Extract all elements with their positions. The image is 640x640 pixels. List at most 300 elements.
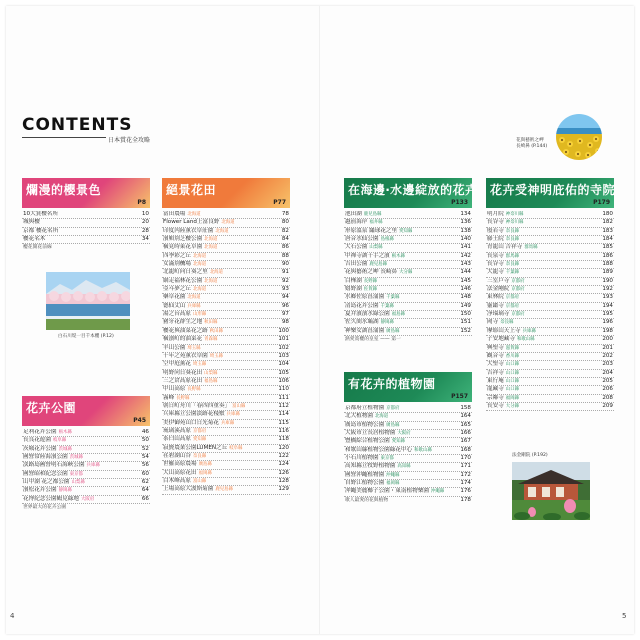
entry-page: 46 [141,429,149,435]
entry-name [163,436,206,443]
entry-name-text: 茨城花卉公園 [23,445,57,452]
toc-entry[interactable] [22,471,150,479]
toc-entry[interactable] [486,278,614,286]
toc-entry[interactable] [344,236,472,244]
toc-entry[interactable] [344,261,472,269]
entry-name-text: 長谷寺 [487,261,504,268]
entry-name-text: 茶臼山高原 [163,436,191,443]
section-title: 絕景花田 [166,183,217,197]
entry-name [345,303,394,310]
entry-page: 209 [602,402,613,409]
entry-name [163,303,201,310]
toc-entry[interactable] [162,286,290,294]
section-title: 有花卉的植物園 [348,377,436,391]
entry-name-text: 千年之苑薰衣草園 [163,352,208,359]
entry-page: 142 [460,252,471,259]
entry-name [163,294,201,301]
entry-name-text: 世羅高原農場 [163,461,197,468]
entry-name-text: 青龍山 吉祥寺 [487,244,523,251]
entry-region: 香川縣 [505,353,519,359]
toc-entry[interactable] [344,447,472,455]
entry-region: 富山縣 [192,479,207,484]
entry-name [345,447,432,454]
entry-name-text: 荏碧湖山谷 [163,452,191,459]
entry-name [23,429,72,436]
entry-region: 京都府 [505,303,519,309]
entry-page: 106 [278,377,289,384]
entry-page: 182 [602,219,613,226]
toc-entry[interactable] [486,211,614,219]
toc-entry[interactable] [22,437,150,445]
toc-entry[interactable] [162,311,290,319]
toc-entry[interactable] [344,244,472,252]
entry-name-text: 城與櫻 [23,219,40,226]
entry-name-text: 國營常陸海濱公園 [23,454,68,461]
entry-name-text: 京都府立植物園 [345,405,385,411]
entry-region: 奈良縣 [192,453,207,459]
section-note[interactable] [22,244,150,251]
entry-page: 101 [278,336,289,343]
entry-name [163,378,217,385]
toc-entry[interactable] [22,228,150,236]
entry-region: 栃木縣 [58,430,72,435]
entry-name [487,378,519,385]
entry-region: 千葉縣 [505,270,519,276]
entry-page: 115 [278,419,289,426]
toc-entry[interactable] [486,319,614,327]
entry-region: 山梨縣 [71,480,85,486]
toc-entry[interactable] [162,228,290,236]
toc-entry[interactable] [162,236,290,244]
toc-entry[interactable] [486,294,614,302]
section-botanic [344,372,472,504]
toc-entry[interactable] [162,294,290,302]
toc-entry[interactable] [486,253,614,261]
toc-entry[interactable] [344,228,472,236]
entry-name [345,253,405,260]
entry-page: 118 [278,436,289,443]
section-coast [344,178,478,344]
entry-name [487,353,519,360]
toc-entry[interactable] [22,496,150,504]
toc-entry[interactable] [162,386,290,394]
entry-name-text: 三之倉高原花田 [163,377,203,384]
entry-name-text: 龍藏寺 [487,386,504,393]
entry-name [345,269,412,276]
toc-entry[interactable] [486,286,614,294]
entry-region: 北海道 [204,237,218,243]
entry-name [345,244,383,251]
entry-page: 194 [602,302,613,309]
entry-page: 148 [460,294,471,301]
toc-entry[interactable] [344,405,472,413]
toc-entry[interactable] [344,219,472,227]
toc-entry[interactable] [22,454,150,462]
entry-page: 203 [602,361,613,368]
toc-entry[interactable] [162,403,290,411]
entry-page: 88 [281,252,289,259]
entry-name [487,328,536,335]
entry-region: 岐阜縣 [52,438,67,444]
entry-name-text: 自野江植物公園 [345,480,385,487]
entry-name [487,253,519,260]
entry-name [345,286,377,293]
toc-entry[interactable] [162,345,290,353]
entry-list [344,211,472,344]
toc-entry[interactable] [486,353,614,361]
toc-entry[interactable] [22,487,150,495]
entry-name [487,403,519,410]
entry-name-text: 女滿別機場 [163,261,191,268]
toc-entry[interactable] [162,461,290,469]
entry-page: 176 [460,488,471,495]
toc-entry[interactable] [486,269,614,277]
toc-entry[interactable] [344,455,472,463]
temple-lotus-photo [512,462,590,520]
entry-page: 202 [602,352,613,359]
section-note[interactable] [344,336,472,343]
toc-entry[interactable] [344,253,472,261]
entry-page: 172 [460,471,471,478]
entry-page: 184 [602,236,613,243]
entry-name-text: 京都 櫻花名所 [23,227,59,234]
toc-entry[interactable] [162,353,290,361]
contents-title: CONTENTS [22,115,133,135]
entry-page: 170 [460,455,471,462]
entry-name [163,361,206,368]
entry-name [345,228,412,235]
section-header[interactable] [22,178,150,208]
entry-name-text: 小石川植物園 [345,455,379,462]
toc-entry[interactable] [486,261,614,269]
entry-name-text: 寂賢農業公園LUMEN之丘 [163,444,228,451]
entry-region: 長野縣 [176,395,190,401]
toc-entry[interactable] [162,336,290,344]
entry-region: 東京都 [380,456,394,462]
toc-entry[interactable] [344,211,472,219]
toc-entry[interactable] [344,269,472,277]
entry-region: 北海道 [192,253,207,259]
entry-page: 124 [278,461,289,468]
section-header[interactable] [22,396,150,426]
entry-name-text: 北龍町向日葵之里 [163,269,208,276]
entry-page: 193 [602,294,613,301]
toc-entry[interactable] [162,470,290,478]
column-4 [486,178,614,411]
toc-entry[interactable] [344,438,472,446]
entry-name [345,261,387,268]
toc-entry[interactable] [486,311,614,319]
entry-region: 東京都 [69,471,83,477]
entry-region: 愛知縣 [391,439,405,445]
section-note-text: 櫻花開花前線 [23,245,52,251]
toc-entry[interactable] [162,269,290,277]
entry-name [345,438,405,445]
entry-name-text: 大龍寺 [487,269,504,276]
toc-entry[interactable] [22,479,150,487]
toc-entry[interactable] [486,386,614,394]
entry-name [487,336,535,343]
toc-entry[interactable] [344,480,472,488]
entry-name-text: 櫻花名木 [23,236,46,243]
entry-region: 大阪府 [397,431,411,437]
section-header[interactable] [344,178,478,208]
section-header[interactable] [486,178,614,208]
entry-region: 山口縣 [505,362,519,368]
toc-entry[interactable] [162,420,290,428]
entry-page: 150 [460,311,471,318]
column-2 [162,178,290,495]
toc-entry[interactable] [162,411,290,419]
entry-name-text: 夏井濱濱水綠公園 [345,311,390,318]
toc-entry[interactable] [162,253,290,261]
entry-region: 兵庫縣 [226,412,240,418]
toc-entry[interactable] [162,478,290,486]
entry-region: 神奈川縣 [505,212,524,217]
toc-entry[interactable] [486,328,614,336]
entry-region: 兵庫縣 [86,463,100,469]
entry-page: 126 [278,469,289,476]
entry-name [163,278,217,285]
entry-region: 岐阜縣 [229,445,243,451]
toc-entry[interactable] [486,403,614,411]
entry-page: 198 [602,327,613,334]
entry-name [23,496,94,503]
sunflower-photo [556,114,602,160]
entry-region: 北海道 [204,278,218,284]
entry-name [163,311,206,318]
entry-name-text: 足利花卉公園 [23,429,57,435]
toc-entry[interactable] [344,319,472,327]
section-field [162,178,290,495]
entry-region: 廣島縣 [198,462,212,468]
entry-region: 群馬縣 [524,245,538,251]
entry-region: 鹿兒島縣 [363,212,382,217]
entry-region: 山口縣 [505,370,519,376]
toc-entry[interactable] [162,303,290,311]
entry-name-text: 四季彩之丘 [163,252,191,259]
entry-page: 146 [460,286,471,293]
toc-entry[interactable] [162,361,290,369]
entry-page: 62 [141,479,149,486]
entry-name-text: 宗鄰寺 [487,394,504,401]
toc-entry[interactable] [344,311,472,319]
entry-page: 103 [278,352,289,359]
entry-name-text: 橫見時東花草園 [163,244,203,251]
entry-region: 茨城縣 [58,446,72,452]
entry-name-text: 明野向日葵花田 [163,369,203,376]
entry-region: 福井縣 [369,220,383,226]
entry-name [163,244,217,251]
entry-page: 28 [141,227,149,234]
toc-entry[interactable] [162,378,290,386]
toc-entry[interactable] [486,395,614,403]
entry-region: 靜岡縣 [58,488,72,494]
entry-name-text: 花與藝術之岬 長崎鼻 [345,269,398,276]
section-note-text: 熱愛賞櫻的皇室 —— 第一 [345,337,401,343]
entry-page: 141 [460,244,471,251]
toc-entry[interactable] [162,436,290,444]
entry-name-text: 朝日町舟川「春四四重奏」 [163,402,231,409]
entry-name-text: 北大植物園 [345,413,373,420]
toc-entry[interactable] [162,395,290,403]
entry-name [487,303,519,310]
entry-page: 164 [460,413,471,420]
entry-name-text: 花博紀念公園鶴見綠地 [23,495,79,502]
entry-name-text: 富田農場 [163,211,186,217]
entry-page: 201 [602,344,613,351]
toc-entry[interactable] [344,328,472,336]
toc-entry[interactable] [162,211,290,219]
entry-name-text: 水郷佐原菖蒲園 [345,294,385,301]
entry-name [163,395,189,402]
toc-entry[interactable] [486,303,614,311]
toc-entry[interactable] [344,303,472,311]
entry-name [23,437,66,444]
toc-entry[interactable] [486,378,614,386]
section-temple [486,178,614,411]
entry-page: 111 [278,394,289,401]
entry-page: 167 [460,438,471,445]
toc-entry[interactable] [22,211,150,219]
entry-page: 120 [278,444,289,451]
entry-page: 171 [460,463,471,470]
toc-entry[interactable] [344,463,472,471]
entry-name [487,294,519,301]
entry-name [163,478,206,485]
toc-entry[interactable] [344,430,472,438]
entry-page: 151 [460,319,471,326]
entry-name-text: 大山高原花田 [163,469,197,476]
toc-entry[interactable] [344,278,472,286]
entry-page: 196 [602,319,613,326]
entry-name [487,370,519,377]
entry-name-text: 吉田公園 [345,261,368,268]
entry-name [163,453,206,460]
entry-page: 136 [460,219,471,226]
toc-entry[interactable] [486,336,614,344]
entry-name [345,422,399,429]
entry-region: 北海道 [215,228,229,234]
entry-page: 52 [141,445,149,452]
entry-region: 奈良縣 [505,237,519,243]
toc-entry[interactable] [344,413,472,421]
entry-region: 山形縣 [192,312,207,318]
entry-name [345,294,399,301]
toc-entry[interactable] [22,446,150,454]
entry-name [163,219,235,226]
toc-entry[interactable] [344,422,472,430]
toc-entry[interactable] [22,219,150,227]
toc-entry[interactable] [344,472,472,480]
entry-region: 滋賀縣 [505,345,519,351]
toc-entry[interactable] [162,328,290,336]
entry-page: 134 [460,211,471,217]
section-note-page: 178 [460,496,471,503]
toc-entry[interactable] [162,428,290,436]
section-note[interactable] [344,497,472,504]
entry-name-text: 德仙丈山 [163,302,186,309]
entry-page: 20 [141,219,149,226]
toc-entry[interactable] [162,278,290,286]
toc-entry[interactable] [22,236,150,244]
toc-entry[interactable] [162,445,290,453]
entry-name [487,311,525,318]
toc-entry[interactable] [162,219,290,227]
entry-name [23,219,40,226]
section-page: P8 [137,199,146,206]
entry-region: 北海道 [187,212,201,217]
entry-region: 栃木縣 [391,253,405,259]
toc-entry[interactable] [344,488,472,496]
toc-entry[interactable] [22,429,150,437]
toc-entry[interactable] [486,361,614,369]
entry-name [23,211,58,218]
entry-region: 島根縣 [380,237,394,243]
toc-entry[interactable] [162,261,290,269]
entry-page: 189 [602,269,613,276]
entry-page: 10 [141,211,149,217]
entry-name [487,244,538,251]
entry-page: 105 [278,369,289,376]
section-header[interactable] [344,372,472,402]
entry-name-text: 形原溫泉 繡球花之里 [345,227,398,234]
toc-entry[interactable] [162,453,290,461]
entry-page: 204 [602,369,613,376]
entry-page: 66 [141,495,149,502]
entry-name [163,403,245,410]
toc-entry[interactable] [486,219,614,227]
section-page: P77 [273,199,286,206]
entry-name-text: 興聖寺 [487,344,504,351]
contents-subtitle: 日本賞花全攻略 [108,137,151,144]
toc-entry[interactable] [486,228,614,236]
entry-page: 100 [278,327,289,334]
entry-page: 205 [602,377,613,384]
section-note[interactable] [22,504,150,511]
entry-name-text: 10大賞櫻名所 [23,211,59,217]
section-title: 在海邊‧水邊綻放的花卉 [348,183,478,197]
entry-page: 86 [281,244,289,251]
entry-name-text: 國營沖繩植物園 [345,471,385,478]
entry-name [23,446,72,453]
toc-entry[interactable] [344,294,472,302]
toc-entry[interactable] [486,244,614,252]
entry-name-text: 山中湖 花之都公園 [23,479,70,486]
toc-entry[interactable] [486,370,614,378]
section-page: P157 [451,393,468,400]
toc-entry[interactable] [162,319,290,327]
entry-name [345,463,411,470]
entry-name-text: 廣島市植物公園 [345,421,385,428]
entry-region: 埼玉縣 [192,362,207,368]
toc-entry[interactable] [22,462,150,470]
entry-name-text: 琉璃溪高原 [163,427,191,434]
toc-entry[interactable] [486,236,614,244]
toc-entry[interactable] [344,286,472,294]
toc-entry[interactable] [486,345,614,353]
entry-name [163,253,206,260]
entry-list [162,211,290,495]
toc-entry[interactable] [162,486,290,494]
section-title: 爛漫的櫻景色 [26,183,102,197]
section-title: 花卉公園 [26,401,77,415]
toc-entry[interactable] [162,370,290,378]
entry-name [487,319,513,326]
toc-entry[interactable] [162,244,290,252]
section-header[interactable] [162,178,290,208]
entry-region: 山梨縣 [369,245,383,251]
